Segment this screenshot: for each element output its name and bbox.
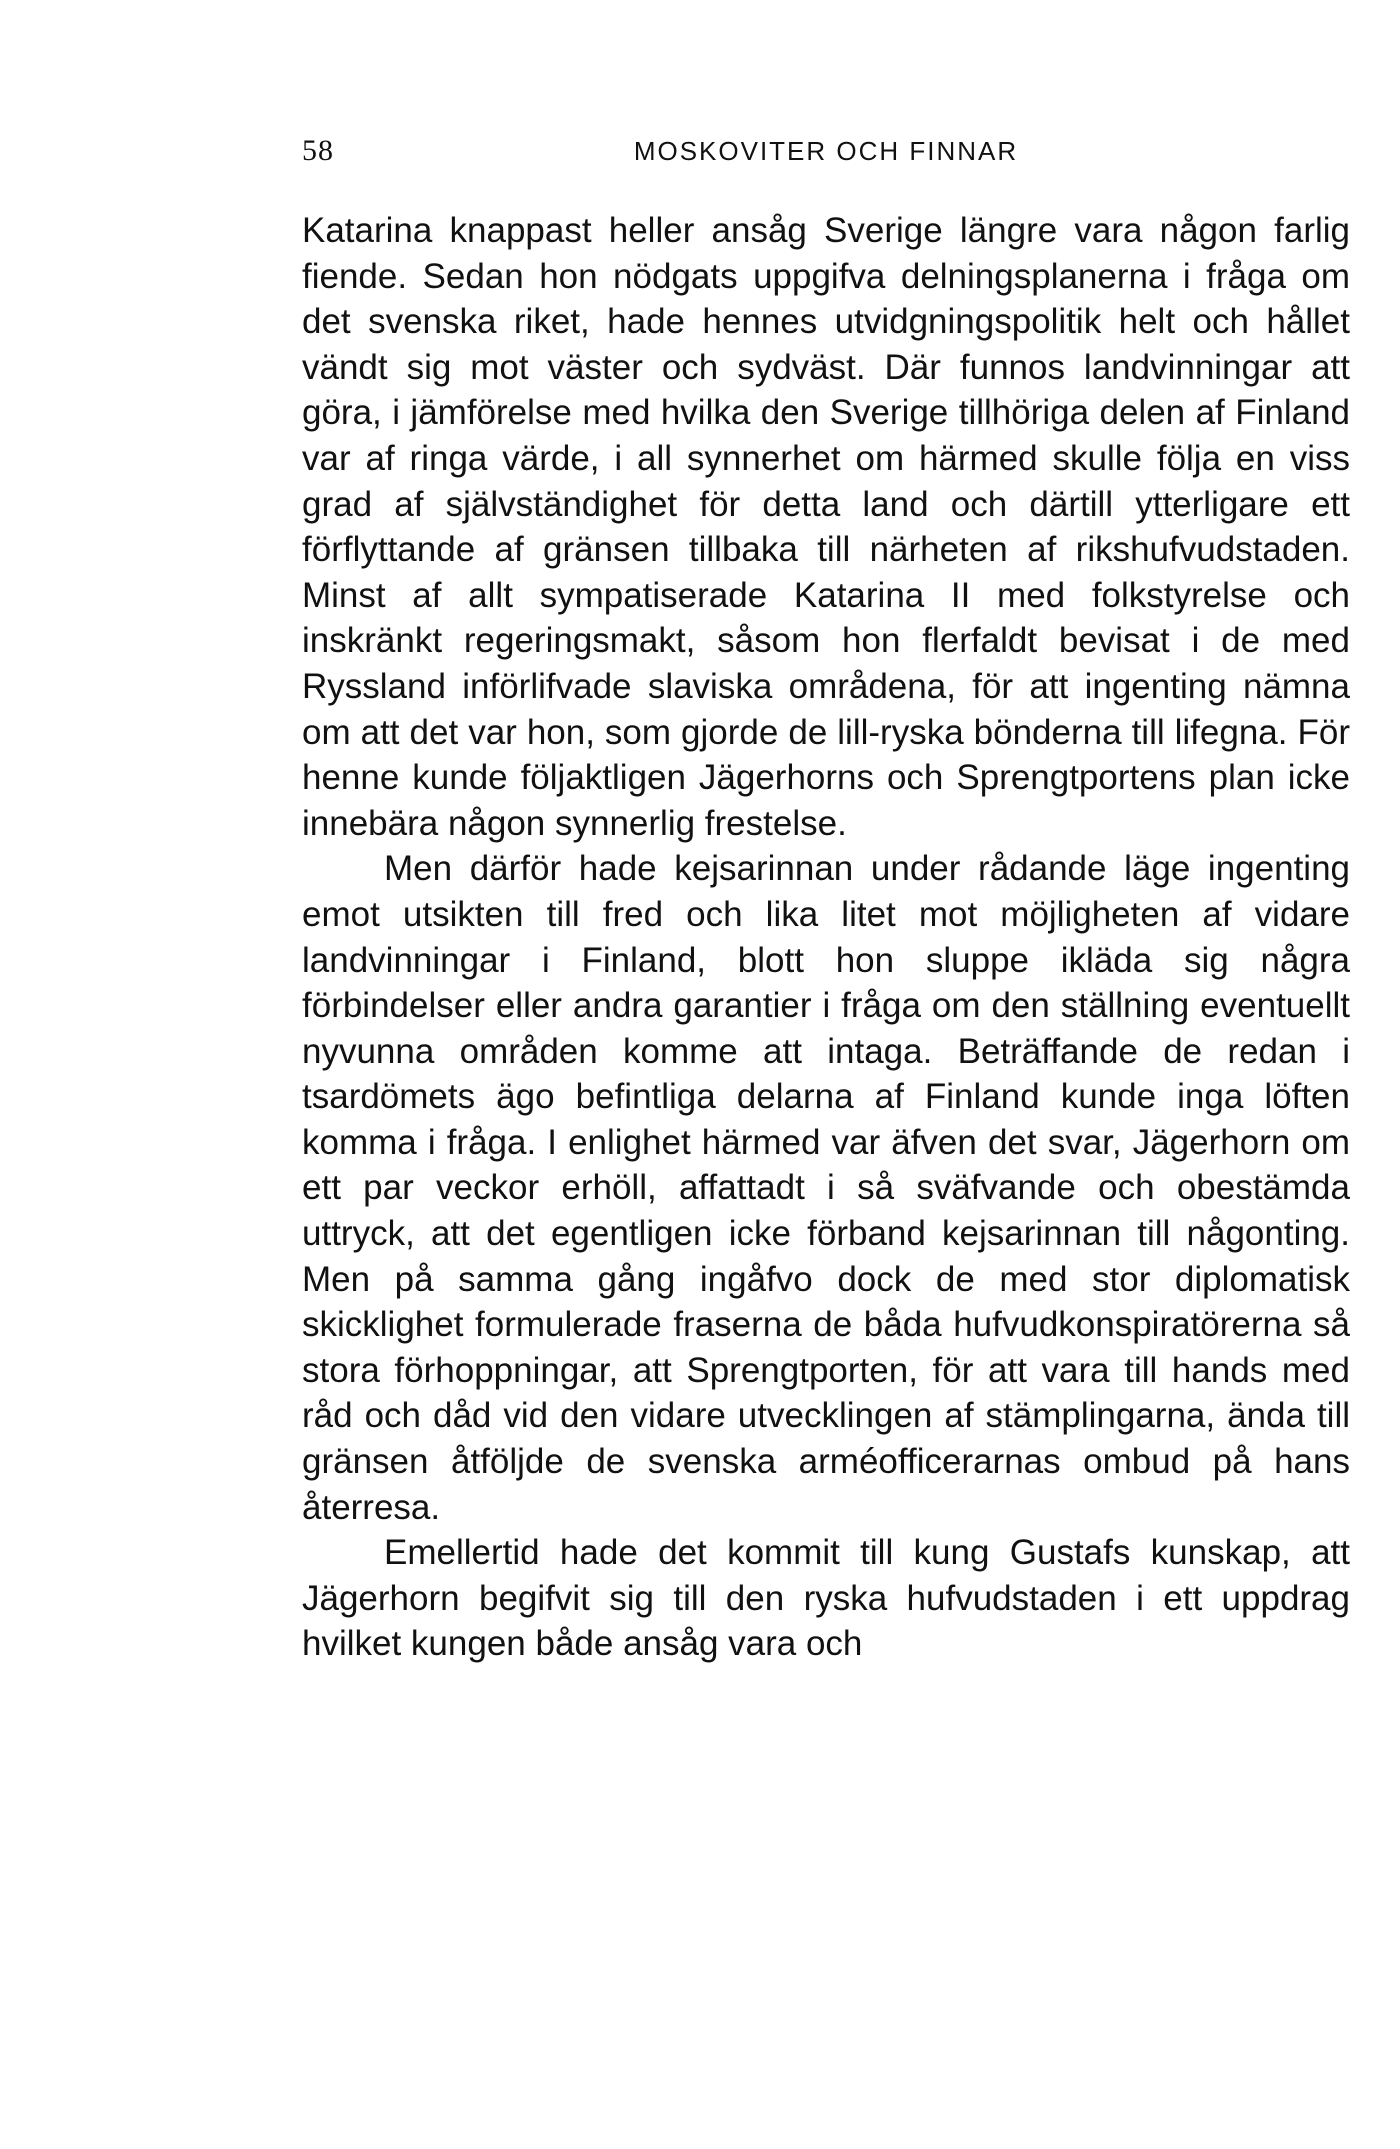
paragraph-emellertid: Emellertid hade det kommit till kung Gustafs kunskap, att Jägerhorn begifvit sig till den ryska hufvudstaden i ett uppdrag hvilket kungen både ansåg vara och bbox=[302, 1533, 1350, 1664]
running-title: MOSKOVITER OCH FINNAR bbox=[633, 136, 1019, 166]
paragraph-kejsarinnan: Men därför hade kejsarinnan under rådande läge ingenting emot utsikten till fred och lika litet mot möjligheten af vidare landvinningar i Finland, blott hon sluppe ikläda sig några förbindelser eller andra garantier i fråga om den ställning eventuellt nyvunna områden komme att intaga. Beträffande de redan i tsardömets ägo befintliga delarna af Finland kunde inga löften komma i fråga. I enlighet härmed var äfven det svar, Jägerhorn om ett par veckor erhöll, affattadt i så sväfvande och obestämda uttryck, att det egentligen icke förband kejsarinnan till någonting. Men på samma gång ingåfvo dock de med stor diplomatisk skicklighet formulerade fraserna de båda hufvudkonspiratörerna så stora förhoppningar, att Sprengtporten, för att vara till hands med råd och dåd vid den vidare utvecklingen af stämplingarna, ända till gränsen åtföljde de svenska arméofficerarnas ombud på hans återresa. bbox=[302, 849, 1350, 1527]
paragraph-continued: Katarina knappast heller ansåg Sverige längre vara någon farlig fiende. Sedan hon nödgats uppgifva delningsplanerna i fråga om det svenska riket, hade hennes utvidgningspolitik helt och hållet vändt sig mot väster och sydväst. Där funnos landvinningar att göra, i jämförelse med hvilka den Sverige tillhöriga delen af Finland var af ringa värde, i all synnerhet om härmed skulle följa en viss grad af självständighet för detta land och därtill ytterligare ett förflyttande af gränsen tillbaka till närheten af rikshufvudstaden. Minst af allt sympatiserade Katarina II med folkstyrelse och inskränkt regeringsmakt, såsom hon flerfaldt bevisat i de med Ryssland införlifvade slaviska områdena, för att ingenting nämna om att det var hon, som gjorde de lill-ryska bönderna till lifegna. För henne kunde följaktligen Jägerhorns och Sprengtportens plan icke innebära någon synnerlig frestelse. bbox=[302, 211, 1350, 843]
body-text bbox=[302, 208, 1350, 1667]
page-number: 58 bbox=[302, 134, 334, 167]
page-header bbox=[302, 134, 1350, 178]
